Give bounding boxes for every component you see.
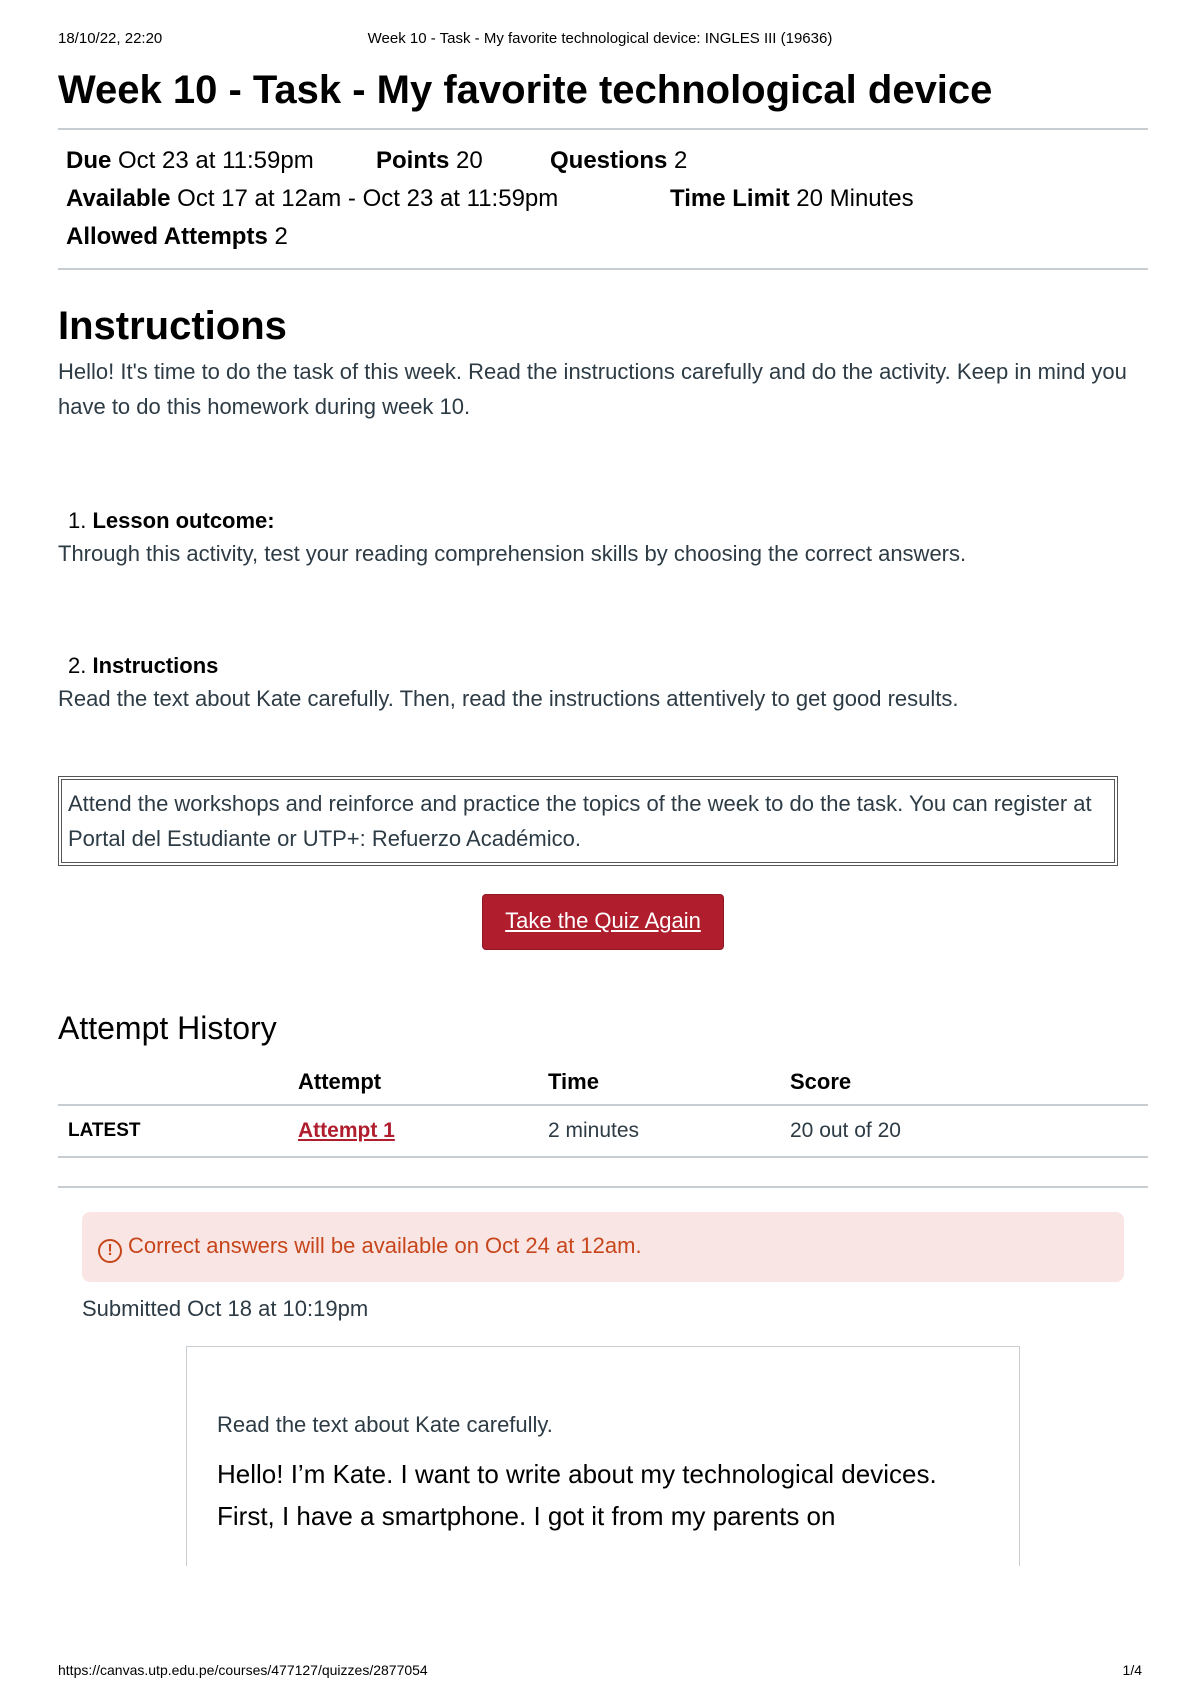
list-label: Instructions <box>92 653 219 678</box>
available-label: Available <box>66 185 171 212</box>
notice-text: Correct answers will be available on Oct 24 at 12am. <box>128 1233 642 1258</box>
question-lead: Read the text about Kate carefully. <box>217 1412 553 1437</box>
attempts-value: 2 <box>274 223 288 250</box>
instructions-heading: Instructions <box>58 304 287 348</box>
attempt-cell <box>288 1105 538 1157</box>
instructions-text: Read the text about Kate carefully. Then, read the instructions attentively to get good results. <box>58 686 959 711</box>
due-label: Due <box>66 147 112 174</box>
due-value: Oct 23 at 11:59pm <box>118 147 314 174</box>
divider <box>58 1186 1148 1188</box>
exclamation-circle-icon: ! <box>98 1239 122 1263</box>
points-value: 20 <box>456 147 483 174</box>
points-label: Points <box>376 147 450 174</box>
meta-row-3 <box>66 218 1140 256</box>
print-footer <box>58 1662 1142 1682</box>
column-header: Attempt <box>288 1060 538 1105</box>
correct-answers-notice <box>82 1212 1124 1282</box>
questions-value: 2 <box>674 147 688 174</box>
attempts-label: Allowed Attempts <box>66 223 268 250</box>
print-header <box>58 30 1142 52</box>
print-page-title: Week 10 - Task - My favorite technological device: INGLES III (19636) <box>367 30 833 47</box>
retake-container <box>58 894 1148 950</box>
table-row <box>58 1105 1148 1157</box>
page-title: Week 10 - Task - My favorite technological device <box>58 68 993 112</box>
list-number: 1. <box>68 508 87 533</box>
meta-row-2 <box>66 180 1140 218</box>
score-cell: 20 out of 20 <box>780 1105 1148 1157</box>
workshop-callout: Attend the workshops and reinforce and practice the topics of the week to do the task. You can register at Portal del Estudiante or UTP+: Refuerzo Académico. <box>58 776 1118 866</box>
column-header: Time <box>538 1060 780 1105</box>
due-date <box>66 142 314 180</box>
page-number: 1/4 <box>1122 1662 1142 1678</box>
meta-row-1 <box>66 142 1140 180</box>
questions-label: Questions <box>550 147 668 174</box>
table-header-row <box>58 1060 1148 1105</box>
question-text <box>217 1453 989 1537</box>
quiz-meta <box>58 130 1148 268</box>
quiz-content <box>58 62 1148 1566</box>
instructions-intro: Hello! It's time to do the task of this week. Read the instructions carefully and do the activity. Keep in mind you have to do this homework during week 10. <box>58 359 1127 419</box>
column-header: Score <box>780 1060 1148 1105</box>
attempt-history-heading: Attempt History <box>58 1010 277 1046</box>
question-text-line: Hello! I’m Kate. I want to write about my technological devices. <box>217 1459 937 1489</box>
question-text-line: First, I have a smartphone. I got it from my parents on <box>217 1501 836 1531</box>
attempt-history-table <box>58 1060 1148 1158</box>
allowed-attempts <box>66 218 288 256</box>
column-header <box>58 1060 288 1105</box>
list-label: Lesson outcome: <box>92 508 275 533</box>
list-item <box>68 506 1148 536</box>
latest-tag: LATEST <box>58 1105 288 1157</box>
time-limit-value: 20 Minutes <box>796 185 914 212</box>
time-cell: 2 minutes <box>538 1105 780 1157</box>
questions-count <box>550 142 687 180</box>
submitted-timestamp: Submitted Oct 18 at 10:19pm <box>82 1296 369 1321</box>
take-quiz-again-button[interactable]: Take the Quiz Again <box>482 894 724 950</box>
lesson-outcome-text: Through this activity, test your reading comprehension skills by choosing the correct answers. <box>58 541 967 566</box>
points <box>376 142 483 180</box>
time-limit <box>670 180 914 218</box>
question-card <box>186 1346 1020 1566</box>
list-item <box>68 651 1148 681</box>
time-limit-label: Time Limit <box>670 185 790 212</box>
attempt-link[interactable]: Attempt 1 <box>298 1119 395 1142</box>
availability <box>66 180 558 218</box>
list-number: 2. <box>68 653 87 678</box>
divider <box>58 268 1148 270</box>
print-date: 18/10/22, 22:20 <box>58 30 163 47</box>
available-value: Oct 17 at 12am - Oct 23 at 11:59pm <box>177 185 559 212</box>
print-url: https://canvas.utp.edu.pe/courses/477127/quizzes/2877054 <box>58 1662 428 1678</box>
